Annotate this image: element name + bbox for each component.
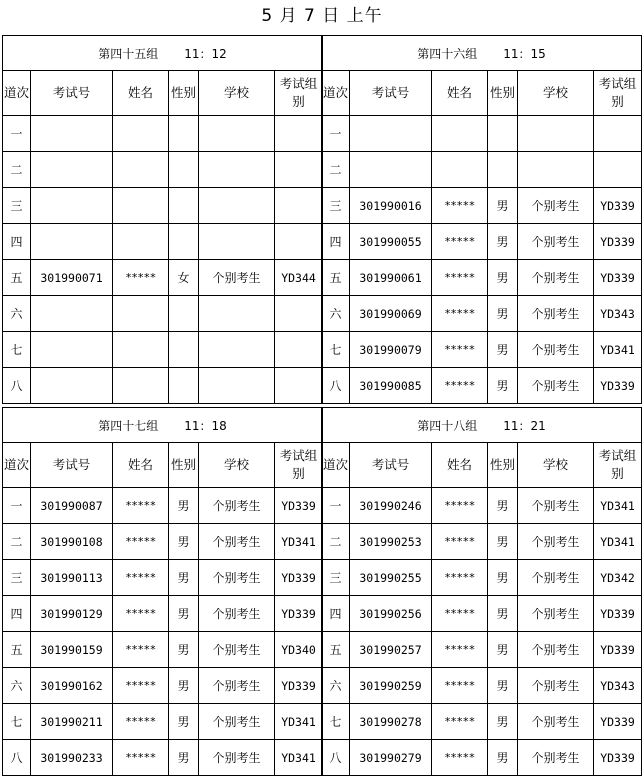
order-cell: 二 [3,524,31,560]
order-cell: 三 [3,560,31,596]
exam-id-cell: 301990061 [350,260,432,296]
exam-id-cell: 301990129 [31,596,113,632]
table-row [322,488,642,524]
name-cell [113,332,169,368]
exam-id-cell: 301990085 [350,368,432,404]
exam-id-header: 考试号 [350,443,432,488]
table-row [322,152,642,188]
school-cell [518,116,594,152]
exam-group-cell: YD341 [275,740,323,776]
order-cell: 五 [3,632,31,668]
order-cell: 二 [322,524,350,560]
exam-id-cell [31,188,113,224]
table-row [322,740,642,776]
exam-group-cell: YD339 [594,224,642,260]
gender-cell [169,296,199,332]
exam-id-cell: 301990253 [350,524,432,560]
school-cell [199,296,275,332]
exam-group-cell: YD341 [275,704,323,740]
order-cell: 五 [322,632,350,668]
table-row [3,152,323,188]
exam-group-header: 考试组别 [275,71,323,116]
name-cell [113,224,169,260]
gender-cell: 男 [488,524,518,560]
table-row [322,296,642,332]
gender-cell: 男 [488,632,518,668]
order-cell: 四 [3,596,31,632]
gender-cell: 男 [169,560,199,596]
gender-cell: 男 [488,596,518,632]
order-cell: 三 [322,560,350,596]
group-time: 11：15 [503,46,546,61]
name-cell: ***** [432,704,488,740]
name-header: 姓名 [113,443,169,488]
table-row [3,596,323,632]
school-cell: 个别考生 [199,488,275,524]
exam-id-cell: 301990113 [31,560,113,596]
exam-group-cell: YD343 [594,668,642,704]
exam-group-header: 考试组别 [594,443,642,488]
school-cell: 个别考生 [518,224,594,260]
school-header: 学校 [199,443,275,488]
exam-group-cell [275,296,323,332]
group-table-48 [321,407,642,776]
name-cell [113,368,169,404]
order-cell: 四 [322,224,350,260]
gender-cell: 男 [488,332,518,368]
order-cell: 四 [322,596,350,632]
exam-group-cell [275,188,323,224]
school-cell: 个别考生 [199,260,275,296]
school-cell: 个别考生 [199,596,275,632]
name-cell: ***** [113,560,169,596]
group-table-46 [321,35,642,404]
exam-group-cell: YD341 [275,524,323,560]
gender-cell: 女 [169,260,199,296]
gender-cell [169,116,199,152]
school-cell: 个别考生 [518,188,594,224]
gender-cell: 男 [169,596,199,632]
exam-group-cell: YD339 [594,260,642,296]
name-cell: ***** [432,740,488,776]
exam-id-cell [350,152,432,188]
name-cell: ***** [432,296,488,332]
exam-group-cell [594,152,642,188]
exam-group-cell: YD339 [594,188,642,224]
school-cell [199,368,275,404]
order-cell: 七 [3,332,31,368]
name-cell: ***** [432,560,488,596]
gender-cell: 男 [488,260,518,296]
school-header: 学校 [518,443,594,488]
exam-id-cell: 301990278 [350,704,432,740]
name-header: 姓名 [432,71,488,116]
exam-id-cell: 301990255 [350,560,432,596]
exam-id-header: 考试号 [350,71,432,116]
exam-group-cell: YD339 [275,596,323,632]
name-cell: ***** [432,668,488,704]
table-row [322,704,642,740]
school-cell: 个别考生 [199,560,275,596]
gender-header: 性别 [169,443,199,488]
name-cell [113,152,169,188]
group-label: 第四十六组 [417,46,478,61]
name-cell: ***** [432,632,488,668]
gender-cell: 男 [488,224,518,260]
table-row [3,668,323,704]
exam-group-cell: YD339 [594,596,642,632]
exam-group-cell: YD339 [594,632,642,668]
exam-id-header: 考试号 [31,71,113,116]
order-cell: 一 [3,488,31,524]
page-title: 5 月 7 日 上午 [261,6,383,26]
table-row [3,368,323,404]
school-cell: 个别考生 [199,668,275,704]
gender-cell: 男 [488,488,518,524]
exam-id-cell: 301990256 [350,596,432,632]
table-row [322,668,642,704]
name-cell [432,152,488,188]
school-cell: 个别考生 [199,524,275,560]
order-cell: 一 [322,116,350,152]
exam-group-cell [594,116,642,152]
order-header: 道次 [322,443,350,488]
group-header [322,36,642,71]
exam-group-cell [275,116,323,152]
exam-group-cell: YD343 [594,296,642,332]
group-table-47 [2,407,323,776]
order-cell: 三 [3,188,31,224]
school-cell: 个别考生 [518,488,594,524]
gender-cell [169,368,199,404]
order-cell: 七 [322,332,350,368]
exam-id-cell: 301990087 [31,488,113,524]
exam-group-cell: YD341 [594,332,642,368]
gender-cell: 男 [169,668,199,704]
gender-cell: 男 [488,560,518,596]
exam-id-cell: 301990259 [350,668,432,704]
exam-id-cell [31,368,113,404]
order-cell: 八 [3,368,31,404]
gender-cell: 男 [488,368,518,404]
school-cell: 个别考生 [199,740,275,776]
order-cell: 一 [3,116,31,152]
name-cell: ***** [432,596,488,632]
group-time: 11：12 [184,46,227,61]
order-cell: 四 [3,224,31,260]
school-cell: 个别考生 [518,260,594,296]
name-cell: ***** [432,368,488,404]
table-row [322,524,642,560]
exam-id-cell: 301990108 [31,524,113,560]
exam-group-cell [275,332,323,368]
gender-cell: 男 [169,488,199,524]
table-row [3,740,323,776]
exam-id-cell [31,152,113,188]
table-row [3,296,323,332]
table-row [3,260,323,296]
exam-group-header: 考试组别 [275,443,323,488]
name-cell: ***** [432,224,488,260]
school-cell: 个别考生 [199,632,275,668]
gender-cell: 男 [169,704,199,740]
exam-id-cell [31,116,113,152]
gender-cell [169,224,199,260]
name-cell: ***** [432,524,488,560]
exam-group-cell: YD340 [275,632,323,668]
gender-cell: 男 [488,668,518,704]
gender-cell: 男 [488,296,518,332]
table-row [322,332,642,368]
name-cell [113,188,169,224]
exam-group-cell: YD341 [594,524,642,560]
school-header: 学校 [518,71,594,116]
exam-id-cell: 301990211 [31,704,113,740]
table-row [322,224,642,260]
exam-group-cell: YD342 [594,560,642,596]
school-cell [199,152,275,188]
exam-id-cell: 301990162 [31,668,113,704]
table-row [322,188,642,224]
exam-id-cell: 301990016 [350,188,432,224]
school-cell: 个别考生 [518,368,594,404]
table-row [3,188,323,224]
name-cell: ***** [432,332,488,368]
exam-id-cell: 301990069 [350,296,432,332]
exam-group-header: 考试组别 [594,71,642,116]
group-header [3,36,323,71]
exam-id-cell: 301990071 [31,260,113,296]
gender-cell: 男 [488,740,518,776]
table-row [3,704,323,740]
table-row [3,332,323,368]
gender-header: 性别 [169,71,199,116]
group-header [322,408,642,443]
name-header: 姓名 [432,443,488,488]
exam-group-cell: YD339 [594,704,642,740]
name-cell: ***** [113,596,169,632]
order-cell: 七 [322,704,350,740]
exam-group-cell [275,224,323,260]
order-cell: 二 [3,152,31,188]
order-cell: 五 [322,260,350,296]
school-cell: 个别考生 [518,296,594,332]
table-row [3,524,323,560]
table-row [3,488,323,524]
group-label: 第四十八组 [417,418,478,433]
table-row [322,116,642,152]
gender-cell: 男 [169,524,199,560]
name-cell [432,116,488,152]
exam-id-cell [31,224,113,260]
order-cell: 六 [3,296,31,332]
order-cell: 六 [322,668,350,704]
order-header: 道次 [3,71,31,116]
school-cell: 个别考生 [518,632,594,668]
school-cell: 个别考生 [518,596,594,632]
gender-cell: 男 [488,704,518,740]
exam-id-cell: 301990055 [350,224,432,260]
gender-cell: 男 [488,188,518,224]
table-row [322,368,642,404]
table-row [322,632,642,668]
exam-group-cell [275,368,323,404]
group-time: 11：21 [503,418,546,433]
school-cell [199,116,275,152]
name-cell: ***** [113,524,169,560]
gender-header: 性别 [488,71,518,116]
name-cell: ***** [113,740,169,776]
name-cell: ***** [432,488,488,524]
order-cell: 六 [322,296,350,332]
school-cell [518,152,594,188]
school-cell: 个别考生 [518,668,594,704]
school-header: 学校 [199,71,275,116]
order-cell: 五 [3,260,31,296]
school-cell: 个别考生 [518,332,594,368]
name-cell [113,116,169,152]
exam-id-cell: 301990079 [350,332,432,368]
school-cell: 个别考生 [518,560,594,596]
order-cell: 二 [322,152,350,188]
school-cell: 个别考生 [518,740,594,776]
exam-group-cell: YD339 [594,740,642,776]
order-cell: 八 [3,740,31,776]
group-label: 第四十七组 [98,418,159,433]
school-cell: 个别考生 [518,524,594,560]
group-table-45 [2,35,323,404]
group-label: 第四十五组 [98,46,159,61]
order-cell: 三 [322,188,350,224]
exam-id-cell: 301990233 [31,740,113,776]
school-cell [199,332,275,368]
exam-id-cell: 301990257 [350,632,432,668]
table-row [3,224,323,260]
order-cell: 八 [322,740,350,776]
exam-group-cell [275,152,323,188]
name-cell: ***** [113,488,169,524]
exam-group-cell: YD339 [275,668,323,704]
name-cell: ***** [113,704,169,740]
name-cell: ***** [113,632,169,668]
school-cell: 个别考生 [518,704,594,740]
exam-group-cell: YD339 [275,488,323,524]
school-cell [199,188,275,224]
exam-group-cell: YD339 [594,368,642,404]
table-row [3,560,323,596]
school-cell: 个别考生 [199,704,275,740]
order-cell: 八 [322,368,350,404]
table-row [3,632,323,668]
school-cell [199,224,275,260]
name-cell: ***** [432,260,488,296]
group-header [3,408,323,443]
name-cell [113,296,169,332]
gender-cell [488,152,518,188]
name-cell: ***** [113,668,169,704]
table-row [322,560,642,596]
exam-group-cell: YD341 [594,488,642,524]
gender-cell [169,188,199,224]
gender-cell: 男 [169,632,199,668]
exam-id-cell: 301990159 [31,632,113,668]
order-cell: 七 [3,704,31,740]
exam-id-cell [31,332,113,368]
gender-header: 性别 [488,443,518,488]
name-header: 姓名 [113,71,169,116]
gender-cell: 男 [169,740,199,776]
gender-cell [488,116,518,152]
exam-id-cell: 301990246 [350,488,432,524]
exam-id-cell [31,296,113,332]
order-header: 道次 [322,71,350,116]
order-cell: 一 [322,488,350,524]
gender-cell [169,332,199,368]
order-cell: 六 [3,668,31,704]
order-header: 道次 [3,443,31,488]
table-row [322,596,642,632]
exam-id-header: 考试号 [31,443,113,488]
name-cell: ***** [432,188,488,224]
gender-cell [169,152,199,188]
exam-group-cell: YD344 [275,260,323,296]
exam-id-cell: 301990279 [350,740,432,776]
name-cell: ***** [113,260,169,296]
group-time: 11：18 [184,418,227,433]
table-row [3,116,323,152]
exam-group-cell: YD339 [275,560,323,596]
exam-id-cell [350,116,432,152]
table-row [322,260,642,296]
